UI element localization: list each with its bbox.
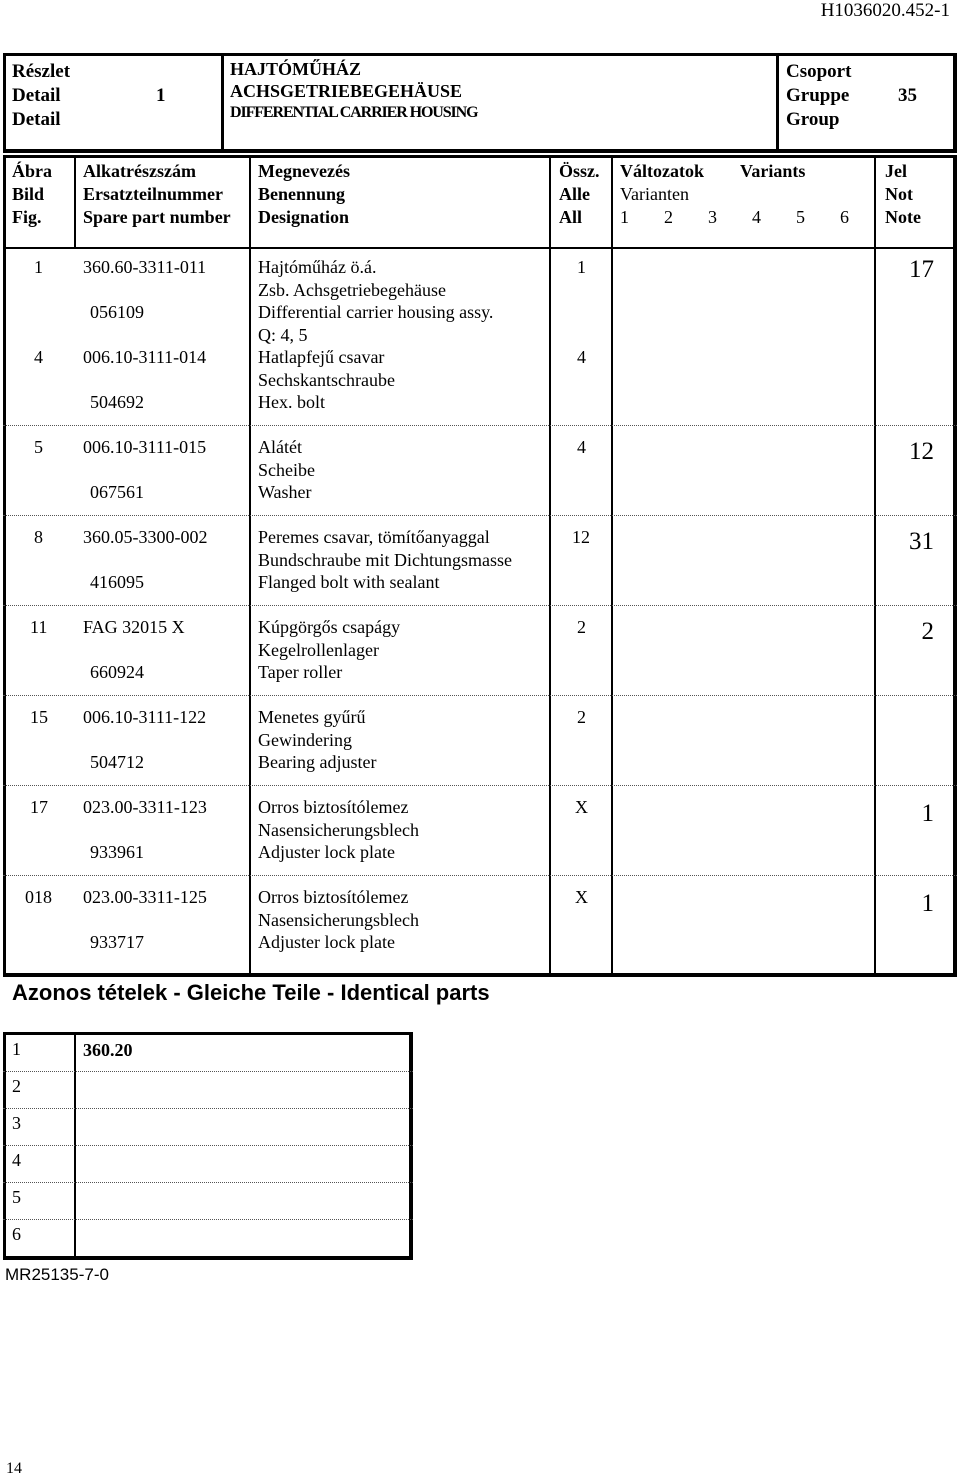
detail-label: Detail — [12, 85, 61, 106]
row-qty: 12 — [572, 527, 590, 547]
identical-divider — [74, 1032, 76, 1260]
group-label: Csoport — [786, 61, 852, 82]
row-name-block — [258, 526, 512, 594]
col-header-text: Alkatrészszám — [83, 161, 196, 181]
row-code: 416095 — [90, 572, 144, 592]
col-header-text: Megnevezés — [258, 161, 350, 181]
row-fig: 5 — [34, 437, 43, 457]
row-name-de: Gewindering — [258, 729, 352, 750]
row-qty: X — [575, 797, 588, 817]
identical-parts-box — [3, 1032, 413, 1260]
row-separator — [3, 695, 957, 696]
column-divider — [874, 155, 876, 977]
col-header-text: Össz. — [559, 161, 600, 181]
group-label: Gruppe — [786, 85, 850, 106]
detail-value: 1 — [156, 85, 166, 106]
identical-row-number: 4 — [12, 1150, 21, 1170]
row-name-note: Q: 4, 5 — [258, 324, 308, 345]
variant-number: 2 — [664, 207, 673, 227]
header-separator — [3, 247, 957, 249]
row-name-de: Kegelrollenlager — [258, 639, 379, 660]
col-header-variants-de: Varianten — [620, 184, 689, 204]
row-note: 12 — [909, 438, 934, 465]
row-code: 933717 — [90, 932, 144, 952]
row-name-hu: Alátét — [258, 437, 302, 457]
row-name-en: Adjuster lock plate — [258, 932, 395, 952]
row-code: 933961 — [90, 842, 144, 862]
row-note: 17 — [909, 256, 934, 283]
header-divider — [776, 53, 779, 153]
row-name-hu: Orros biztosítólemez — [258, 887, 409, 907]
row-qty: X — [575, 887, 588, 907]
col-header-text: Fig. — [12, 207, 42, 227]
row-separator — [3, 785, 957, 786]
row-name-en: Hex. bolt — [258, 392, 325, 412]
row-part-number: FAG 32015 X — [83, 617, 185, 637]
col-header-part — [83, 160, 231, 229]
column-divider — [549, 155, 551, 977]
row-code: 067561 — [90, 482, 144, 502]
identical-row-number: 2 — [12, 1076, 21, 1096]
column-divider — [611, 155, 613, 977]
title-de: ACHSGETRIEBEGEHÄUSE — [230, 81, 463, 101]
row-note: 2 — [921, 618, 934, 645]
row-part-number: 023.00-3311-123 — [83, 797, 207, 817]
row-qty: 4 — [577, 347, 586, 367]
row-name-en: Taper roller — [258, 662, 343, 682]
identical-row-separator — [3, 1182, 413, 1183]
identical-row-separator — [3, 1145, 413, 1146]
col-header-text: Ersatzteilnummer — [83, 184, 223, 204]
row-name-en: Differential carrier housing assy. — [258, 302, 494, 322]
col-header-text: Not — [885, 184, 913, 204]
col-header-fig — [12, 160, 52, 229]
col-header-text: Ábra — [12, 161, 52, 181]
row-note: 31 — [909, 528, 934, 555]
header-divider — [221, 53, 224, 153]
variant-number: 6 — [840, 207, 849, 227]
identical-row-separator — [3, 1108, 413, 1109]
footer-code: MR25135-7-0 — [5, 1265, 109, 1284]
row-name-block — [258, 256, 493, 346]
variant-number: 4 — [752, 207, 761, 227]
identical-row-value: 360.20 — [83, 1040, 133, 1060]
row-name-de: Sechskantschraube — [258, 369, 395, 390]
row-name-en: Washer — [258, 482, 312, 502]
row-fig: 4 — [34, 347, 43, 367]
row-part-number: 006.10-3111-122 — [83, 707, 207, 727]
col-header-variants-en: Variants — [740, 161, 806, 181]
variant-number: 3 — [708, 207, 717, 227]
row-qty: 2 — [577, 707, 586, 727]
row-part-number: 360.60-3311-011 — [83, 257, 207, 277]
document-id: H1036020.452-1 — [820, 0, 950, 21]
row-separator — [3, 875, 957, 876]
variant-numbers — [620, 206, 870, 229]
row-name-hu: Hatlapfejű csavar — [258, 347, 385, 367]
row-name-de: Scheibe — [258, 459, 315, 480]
identical-row-number: 5 — [12, 1187, 21, 1207]
row-fig: 1 — [34, 257, 43, 277]
title-block — [230, 58, 477, 124]
title-hu: HAJTÓMŰHÁZ — [230, 59, 362, 79]
title-en: DIFFERENTIAL CARRIER HOUSING — [230, 104, 478, 121]
identical-row-separator — [3, 1219, 413, 1220]
row-name-en: Adjuster lock plate — [258, 842, 395, 862]
row-name-block — [258, 346, 395, 414]
col-header-text: Note — [885, 207, 921, 227]
row-name-de: Nasensicherungsblech — [258, 819, 419, 840]
row-separator — [3, 425, 957, 426]
row-name-de: Zsb. Achsgetriebegehäuse — [258, 279, 446, 300]
identical-row-number: 3 — [12, 1113, 21, 1133]
row-name-hu: Kúpgörgős csapágy — [258, 617, 401, 637]
row-fig: 15 — [30, 707, 48, 727]
row-qty: 1 — [577, 257, 586, 277]
row-name-hu: Hajtóműház ö.á. — [258, 257, 377, 277]
row-part-number: 006.10-3111-014 — [83, 347, 207, 367]
group-value: 35 — [898, 85, 917, 106]
row-fig: 17 — [30, 797, 48, 817]
row-name-block — [258, 886, 419, 954]
row-separator — [3, 605, 957, 606]
col-header-text: Bild — [12, 184, 45, 204]
row-name-de: Bundschraube mit Dichtungsmasse — [258, 549, 512, 570]
col-header-note — [885, 160, 921, 229]
col-header-name — [258, 160, 350, 229]
row-name-hu: Menetes gyűrű — [258, 707, 366, 727]
row-fig: 8 — [34, 527, 43, 547]
row-name-block — [258, 616, 400, 684]
row-separator — [3, 515, 957, 516]
row-code: 504712 — [90, 752, 144, 772]
col-header-text: All — [559, 207, 583, 227]
group-label-block — [786, 60, 851, 132]
identical-row-separator — [3, 1071, 413, 1072]
col-header-text: Jel — [885, 161, 907, 181]
col-header-text: Alle — [559, 184, 590, 204]
row-name-en: Bearing adjuster — [258, 752, 377, 772]
row-code: 504692 — [90, 392, 144, 412]
col-header-variants-hu: Változatok — [620, 161, 704, 181]
row-name-en: Flanged bolt with sealant — [258, 572, 440, 592]
col-header-qty — [559, 160, 600, 229]
row-name-block — [258, 796, 419, 864]
row-name-hu: Peremes csavar, tömítőanyaggal — [258, 527, 490, 547]
row-name-block — [258, 436, 315, 504]
col-header-text: Spare part number — [83, 207, 231, 227]
col-header-text: Benennung — [258, 184, 346, 204]
detail-label-block — [12, 60, 70, 132]
row-fig: 11 — [30, 617, 48, 637]
row-fig: 018 — [25, 887, 52, 907]
identical-parts-title: Azonos tételek - Gleiche Teile - Identical parts — [12, 980, 490, 1005]
column-divider — [249, 155, 251, 977]
row-note: 1 — [921, 890, 934, 917]
detail-label: Részlet — [12, 61, 71, 82]
row-name-block — [258, 706, 376, 774]
column-divider — [74, 155, 76, 249]
identical-row-number: 6 — [12, 1224, 21, 1244]
variant-number: 1 — [620, 207, 629, 227]
row-code: 660924 — [90, 662, 144, 682]
identical-row-number: 1 — [12, 1039, 21, 1059]
row-name-de: Nasensicherungsblech — [258, 909, 419, 930]
row-qty: 4 — [577, 437, 586, 457]
row-part-number: 006.10-3111-015 — [83, 437, 207, 457]
group-label: Group — [786, 109, 840, 130]
row-note: 1 — [921, 800, 934, 827]
row-part-number: 360.05-3300-002 — [83, 527, 208, 547]
detail-label: Detail — [12, 109, 61, 130]
page-number: 14 — [6, 1460, 22, 1477]
row-part-number: 023.00-3311-125 — [83, 887, 207, 907]
row-name-hu: Orros biztosítólemez — [258, 797, 409, 817]
row-code: 056109 — [90, 302, 144, 322]
row-qty: 2 — [577, 617, 586, 637]
variant-number: 5 — [796, 207, 805, 227]
col-header-text: Designation — [258, 207, 350, 227]
